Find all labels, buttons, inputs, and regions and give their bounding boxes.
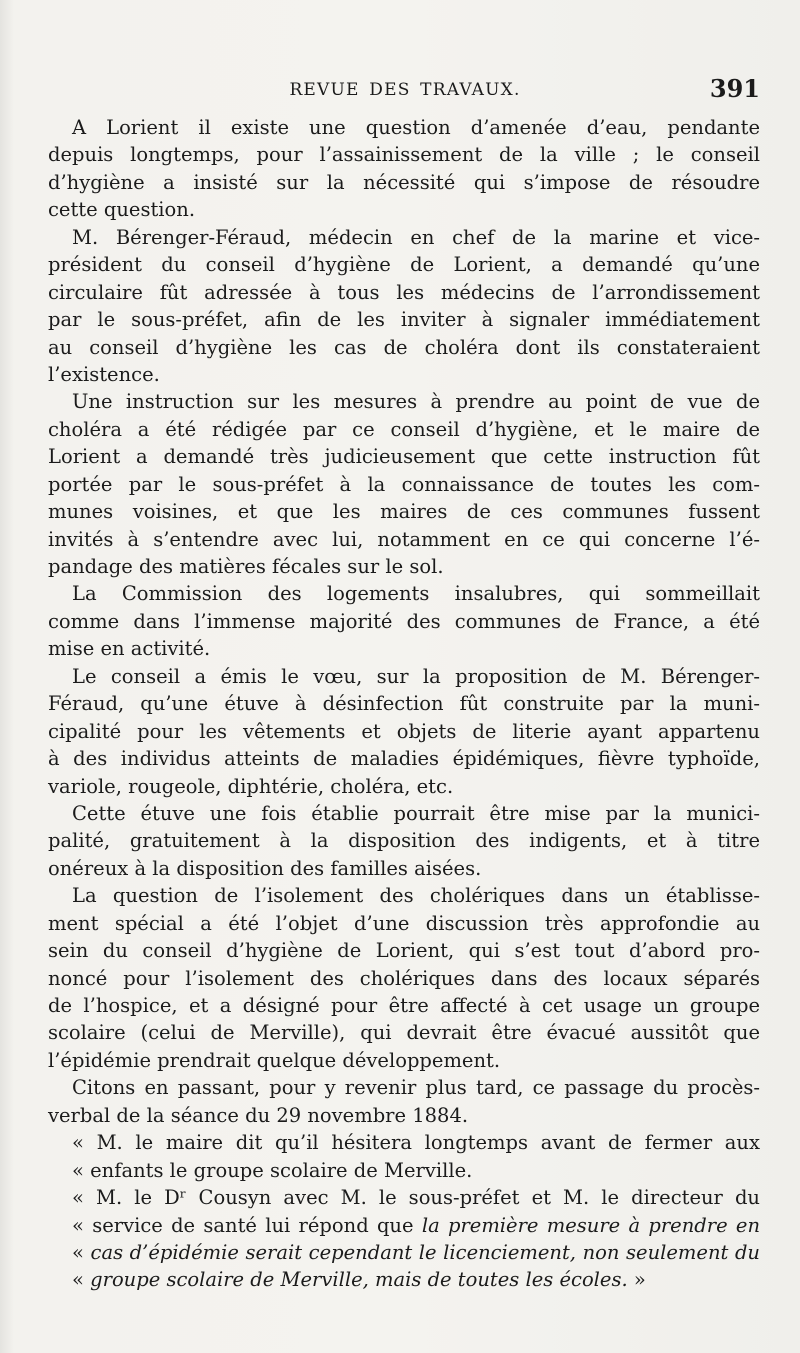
- text-line: [48, 1184, 760, 1211]
- text-line: [48, 141, 760, 168]
- text-line: [48, 306, 760, 333]
- line-text: pandage des matières fécales sur le sol.: [48, 555, 444, 578]
- line-text: « M. le maire dit qu’il hésitera longtemps avant de fermer aux: [72, 1131, 760, 1155]
- text-line: [48, 471, 760, 498]
- text-line: [48, 855, 760, 882]
- text-line: [48, 1129, 760, 1156]
- text-line: [48, 1047, 760, 1074]
- line-text: La Commission des logements insalubres, qui sommeillait: [72, 582, 760, 606]
- text-line: [48, 910, 760, 937]
- line-text: cette question.: [48, 198, 196, 222]
- line-text: «: [72, 1240, 91, 1264]
- text-line: [48, 1266, 760, 1293]
- running-title: REVUE DES TRAVAUX.: [289, 80, 521, 100]
- text-line: [48, 690, 760, 717]
- text-line: [48, 992, 760, 1019]
- running-head: [50, 74, 760, 108]
- line-text: depuis longtemps, pour l’assainissement de la ville ; le conseil: [48, 143, 760, 167]
- line-text: variole, rougeole, diphtérie, choléra, etc.: [48, 774, 454, 798]
- text-line: [48, 937, 760, 964]
- text-line: [48, 718, 760, 745]
- text-line: [48, 1102, 760, 1129]
- text-line: [48, 1212, 760, 1239]
- line-text: par le sous-préfet, afin de les inviter à signaler immédiatement: [48, 308, 760, 332]
- line-text: « service de santé lui répond que: [72, 1213, 422, 1237]
- line-text: noncé pour l’isolement des cholériques dans des locaux séparés: [48, 966, 760, 990]
- line-text: Féraud, qu’une étuve à désinfection fût construite par la muni-: [48, 692, 760, 716]
- line-text: scolaire (celui de Merville), qui devrait être évacué aussitôt que: [48, 1021, 760, 1045]
- text-line: [48, 1019, 760, 1046]
- line-text: de l’hospice, et a désigné pour être affecté à cet usage un groupe: [48, 994, 760, 1017]
- line-text: Cette étuve une fois établie pourrait être mise par la munici-: [72, 801, 760, 825]
- line-text: cipalité pour les vêtements et objets de literie ayant appartenu: [48, 719, 760, 743]
- line-text: circulaire fût adressée à tous les médecins de l’arrondissement: [48, 280, 760, 304]
- line-text: «: [72, 1268, 91, 1292]
- line-text: « M. le Dʳ Cousyn avec M. le sous-préfet et M. le directeur du: [72, 1186, 760, 1210]
- text-line: [48, 498, 760, 525]
- text-line: [48, 443, 760, 470]
- text-line: [48, 745, 760, 772]
- line-text: M. Bérenger-Féraud, médecin en chef de la marine et vice-: [72, 225, 760, 249]
- line-text: Lorient a demandé très judicieusement que cette instruction fût: [48, 445, 760, 469]
- line-text: palité, gratuitement à la disposition des indigents, et à titre: [48, 829, 760, 853]
- text-line: [48, 114, 760, 141]
- line-text: choléra a été rédigée par ce conseil d’hygiène, et le maire de: [48, 417, 760, 441]
- line-text: comme dans l’immense majorité des communes de France, a été: [48, 609, 760, 633]
- text-line: [48, 169, 760, 196]
- text-line: [48, 1074, 760, 1101]
- line-text: onéreux à la disposition des familles aisées.: [48, 856, 482, 880]
- line-text: Une instruction sur les mesures à prendre au point de vue de: [72, 390, 760, 414]
- line-text: l’existence.: [48, 362, 160, 386]
- italic-text: groupe scolaire de Merville, mais de toutes les écoles.: [90, 1268, 628, 1292]
- text-line: [48, 388, 760, 415]
- body-text: [48, 114, 760, 1294]
- text-line: [48, 882, 760, 909]
- line-text: sein du conseil d’hygiène de Lorient, qui s’est tout d’abord pro-: [48, 939, 760, 963]
- text-line: [48, 827, 760, 854]
- line-text: La question de l’isolement des cholériques dans un établisse-: [72, 884, 760, 908]
- text-line: [48, 526, 760, 553]
- line-text: à des individus atteints de maladies épidémiques, fièvre typhoïde,: [48, 747, 760, 771]
- text-line: [48, 800, 760, 827]
- line-text: l’épidémie prendrait quelque développement.: [48, 1048, 501, 1072]
- text-line: [48, 416, 760, 443]
- line-text: Citons en passant, pour y revenir plus tard, ce passage du procès-: [72, 1076, 760, 1100]
- text-line: [48, 224, 760, 251]
- text-line: [48, 251, 760, 278]
- text-line: [48, 279, 760, 306]
- line-text: verbal de la séance du 29 novembre 1884.: [48, 1103, 469, 1127]
- italic-text: cas d’épidémie serait cependant le licenciement, non seulement du: [90, 1240, 760, 1264]
- line-text: Le conseil a émis le vœu, sur la proposition de M. Bérenger-: [72, 664, 760, 688]
- line-text: portée par le sous-préfet à la connaissance de toutes les com-: [48, 472, 760, 496]
- line-text: munes voisines, et que les maires de ces communes fussent: [48, 500, 760, 524]
- line-text: président du conseil d’hygiène de Lorient, a demandé qu’une: [48, 253, 760, 277]
- line-text: d’hygiène a insisté sur la nécessité qui s’impose de résoudre: [48, 170, 760, 194]
- line-text: A Lorient il existe une question d’amenée d’eau, pendante: [72, 116, 760, 139]
- line-text: mise en activité.: [48, 637, 211, 661]
- text-line: [48, 635, 760, 662]
- line-text: ment spécial a été l’objet d’une discussion très approfondie au: [48, 911, 760, 935]
- text-line: [48, 1239, 760, 1266]
- line-text: « enfants le groupe scolaire de Merville.: [72, 1158, 473, 1182]
- text-line: [48, 334, 760, 361]
- page-number: 391: [709, 74, 760, 103]
- italic-text: la première mesure à prendre en: [421, 1213, 761, 1237]
- text-line: [48, 965, 760, 992]
- text-line: [48, 773, 760, 800]
- text-line: [48, 608, 760, 635]
- text-line: [48, 580, 760, 607]
- line-tail: »: [627, 1268, 646, 1292]
- text-line: [48, 361, 760, 388]
- text-line: [48, 1157, 760, 1184]
- text-line: [48, 196, 760, 223]
- line-text: au conseil d’hygiène les cas de choléra dont ils constateraient: [48, 335, 760, 359]
- text-line: [48, 553, 760, 580]
- line-text: invités à s’entendre avec lui, notamment en ce qui concerne l’é-: [48, 527, 760, 551]
- text-line: [48, 663, 760, 690]
